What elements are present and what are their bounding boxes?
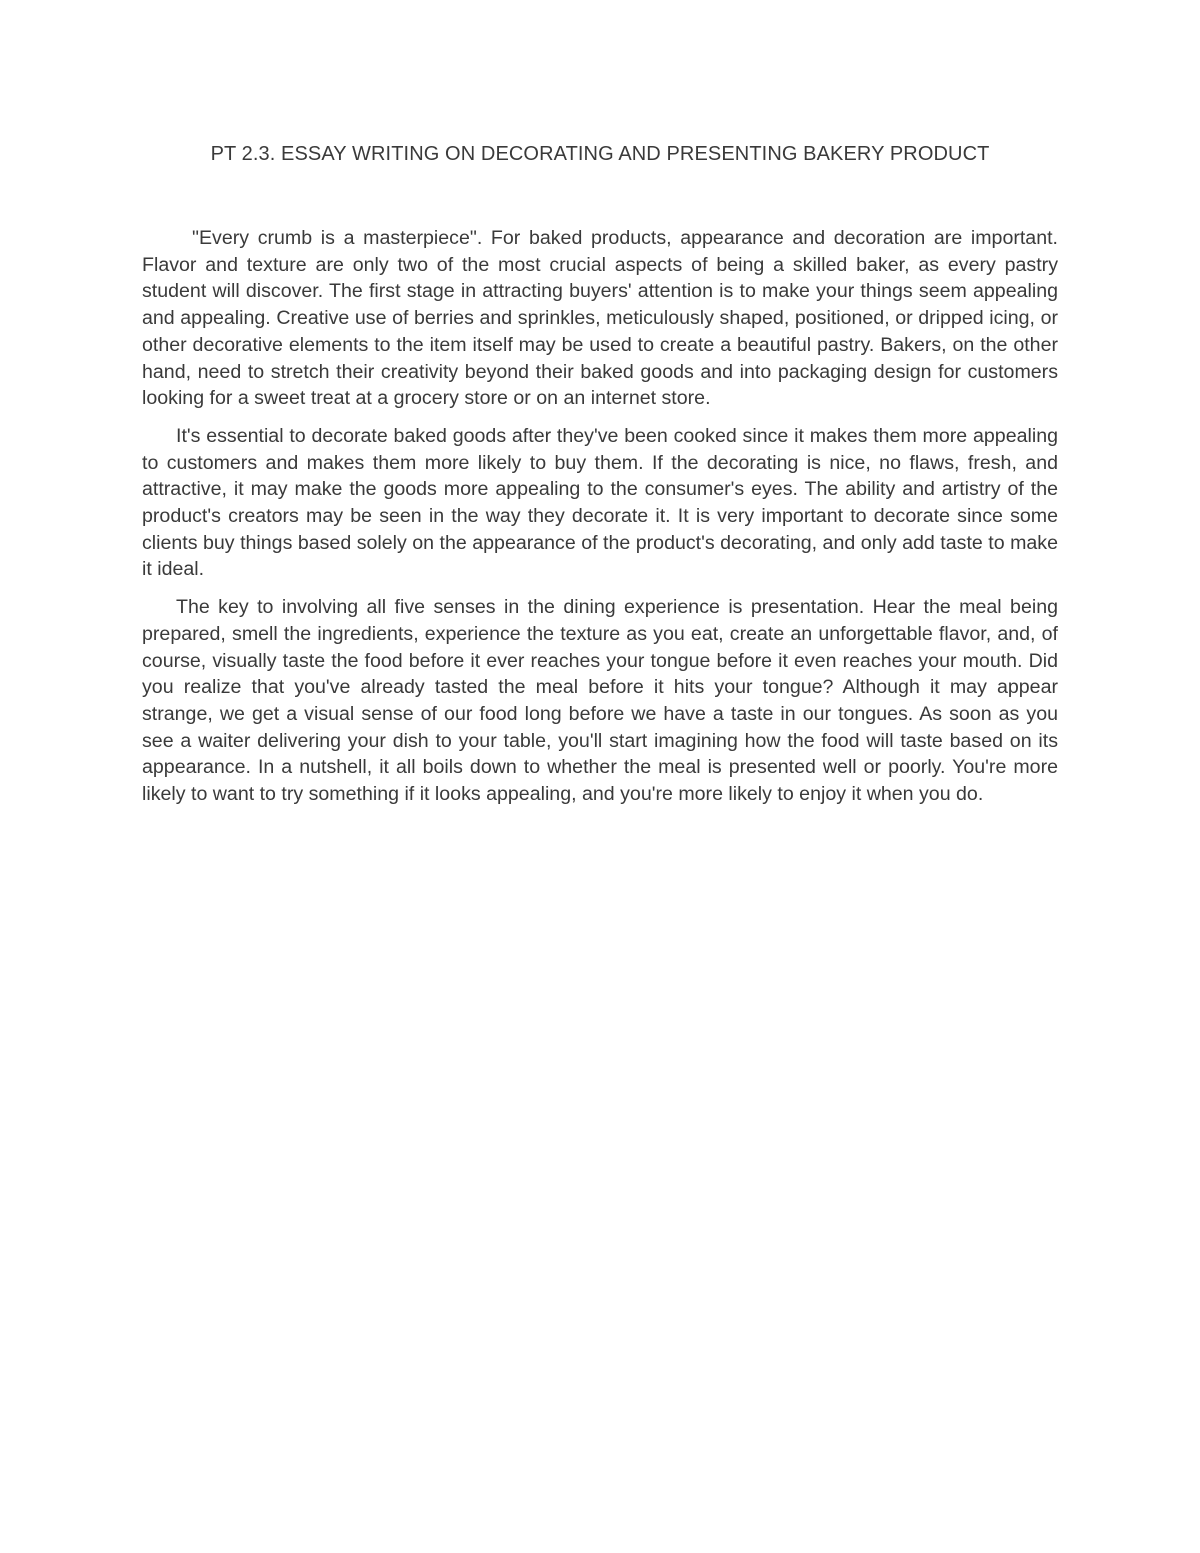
document-title: PT 2.3. ESSAY WRITING ON DECORATING AND PRESENTING BAKERY PRODUCT [210, 143, 990, 165]
essay-paragraph-3: The key to involving all five senses in the dining experience is presentation. Hear the meal being prepared, smell the ingredients, experience the texture as you eat, create an unforgettable flavor, and, of course, visually taste the food before it ever reaches your tongue before it even reaches your mouth. Did you realize that you've already tasted the meal before it hits your tongue? Although it may appear strange, we get a visual sense of our food long before we have a taste in our tongues. As soon as you see a waiter delivering your dish to your table, you'll start imagining how the food will taste based on its appearance. In a nutshell, it all boils down to whether the meal is presented well or poorly. You're more likely to want to try something if it looks appealing, and you're more likely to enjoy it when you do. [142, 596, 1058, 806]
essay-paragraph-2: It's essential to decorate baked goods after they've been cooked since it makes them more appealing to customers and makes them more likely to buy them. If the decorating is nice, no flaws, fresh, and attractive, it may make the goods more appealing to the consumer's eyes. The ability and artistry of the product's creators may be seen in the way they decorate it. It is very important to decorate since some clients buy things based solely on the appearance of the product's decorating, and only add taste to make it ideal. [142, 424, 1058, 581]
essay-paragraph-1: "Every crumb is a masterpiece". For baked products, appearance and decoration are important. Flavor and texture are only two of the most crucial aspects of being a skilled baker, as every pastry student will discover. The first stage in attracting buyers' attention is to make your things seem appealing and appealing. Creative use of berries and sprinkles, meticulously shaped, positioned, or dripped icing, or other decorative elements to the item itself may be used to create a beautiful pastry. Bakers, on the other hand, need to stretch their creativity beyond their baked goods and into packaging design for customers looking for a sweet treat at a grocery store or on an internet store. [142, 227, 1058, 410]
essay-body [142, 225, 1058, 819]
